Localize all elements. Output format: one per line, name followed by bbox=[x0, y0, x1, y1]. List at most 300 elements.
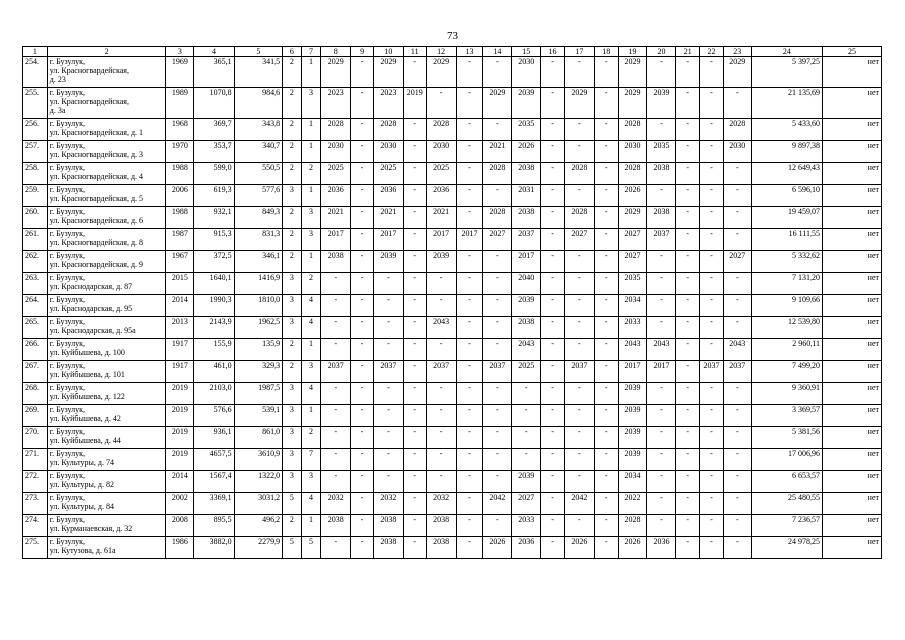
value-cell: 135,9 bbox=[234, 339, 283, 361]
value-cell: - bbox=[512, 427, 541, 449]
value-cell: 1416,9 bbox=[234, 273, 283, 295]
value-cell: - bbox=[456, 449, 483, 471]
value-cell: 1988 bbox=[166, 207, 194, 229]
address-line: г. Бузулук, bbox=[49, 427, 86, 436]
value-cell: 340,7 bbox=[234, 141, 283, 163]
value-cell: - bbox=[594, 185, 618, 207]
value-cell: 5 bbox=[283, 537, 302, 559]
address-cell bbox=[47, 383, 166, 405]
cost-cell: 25 480,55 bbox=[751, 493, 822, 515]
status-cell: нет bbox=[822, 361, 881, 383]
value-cell: - bbox=[676, 229, 700, 251]
value-cell: 2143,9 bbox=[194, 317, 234, 339]
value-cell: - bbox=[403, 427, 426, 449]
value-cell: - bbox=[541, 229, 565, 251]
value-cell: - bbox=[594, 229, 618, 251]
address-line: ул. Красногвардейская, д. 6 bbox=[49, 216, 144, 225]
value-cell: - bbox=[723, 383, 751, 405]
value-cell: 2026 bbox=[512, 141, 541, 163]
value-cell: 1 bbox=[301, 57, 321, 88]
value-cell: - bbox=[351, 471, 374, 493]
value-cell: 2 bbox=[283, 339, 302, 361]
cost-cell: 5 433,60 bbox=[751, 119, 822, 141]
value-cell: - bbox=[483, 515, 512, 537]
address-line: г. Бузулук, bbox=[49, 339, 86, 348]
value-cell: 2017 bbox=[618, 361, 647, 383]
value-cell: 2008 bbox=[166, 515, 194, 537]
address-line: ул. Куйбышева, д. 100 bbox=[49, 348, 125, 357]
value-cell: 155,9 bbox=[194, 339, 234, 361]
row-number: 266. bbox=[23, 339, 48, 361]
value-cell: - bbox=[594, 405, 618, 427]
value-cell: - bbox=[373, 427, 403, 449]
value-cell: - bbox=[456, 317, 483, 339]
value-cell: - bbox=[723, 537, 751, 559]
value-cell: - bbox=[594, 273, 618, 295]
value-cell: 1917 bbox=[166, 339, 194, 361]
value-cell: - bbox=[483, 295, 512, 317]
value-cell: - bbox=[373, 317, 403, 339]
value-cell: - bbox=[512, 405, 541, 427]
value-cell: - bbox=[351, 163, 374, 185]
value-cell: 2043 bbox=[647, 339, 676, 361]
column-number: 15 bbox=[512, 47, 541, 57]
value-cell: - bbox=[456, 427, 483, 449]
table-row bbox=[23, 57, 882, 88]
value-cell: - bbox=[456, 207, 483, 229]
address-cell bbox=[47, 163, 166, 185]
value-cell: 2025 bbox=[373, 163, 403, 185]
column-number: 4 bbox=[194, 47, 234, 57]
value-cell: 2036 bbox=[512, 537, 541, 559]
status-cell: нет bbox=[822, 88, 881, 119]
column-number: 17 bbox=[564, 47, 594, 57]
value-cell: - bbox=[541, 405, 565, 427]
address-cell bbox=[47, 57, 166, 88]
row-number: 259. bbox=[23, 185, 48, 207]
value-cell: - bbox=[647, 57, 676, 88]
value-cell: 2 bbox=[301, 273, 321, 295]
value-cell: 2015 bbox=[166, 273, 194, 295]
table-row bbox=[23, 251, 882, 273]
value-cell: - bbox=[594, 493, 618, 515]
cost-cell: 2 960,11 bbox=[751, 339, 822, 361]
value-cell: 3882,0 bbox=[194, 537, 234, 559]
address-line: г. Бузулук, bbox=[49, 163, 86, 172]
value-cell: 576,6 bbox=[194, 405, 234, 427]
address-line: г. Бузулук, bbox=[49, 229, 86, 238]
value-cell: - bbox=[564, 383, 594, 405]
value-cell: 2 bbox=[283, 57, 302, 88]
cost-cell: 19 459,07 bbox=[751, 207, 822, 229]
value-cell: 550,5 bbox=[234, 163, 283, 185]
value-cell: 3031,2 bbox=[234, 493, 283, 515]
value-cell: - bbox=[723, 163, 751, 185]
address-line: г. Бузулук, bbox=[49, 207, 86, 216]
value-cell: - bbox=[426, 295, 456, 317]
value-cell: - bbox=[676, 493, 700, 515]
value-cell: - bbox=[403, 383, 426, 405]
value-cell: 2039 bbox=[512, 295, 541, 317]
address-line: ул. Краснодарская, д. 95 bbox=[49, 304, 133, 313]
value-cell: 2026 bbox=[618, 185, 647, 207]
value-cell: 372,5 bbox=[194, 251, 234, 273]
value-cell: - bbox=[541, 295, 565, 317]
value-cell: - bbox=[456, 141, 483, 163]
value-cell: 496,2 bbox=[234, 515, 283, 537]
value-cell: - bbox=[700, 229, 724, 251]
value-cell: - bbox=[403, 471, 426, 493]
value-cell: 1 bbox=[301, 515, 321, 537]
value-cell: 2039 bbox=[647, 88, 676, 119]
value-cell: 3 bbox=[301, 471, 321, 493]
value-cell: - bbox=[483, 57, 512, 88]
column-number: 13 bbox=[456, 47, 483, 57]
value-cell: 2036 bbox=[373, 185, 403, 207]
value-cell: 1989 bbox=[166, 88, 194, 119]
value-cell: 4 bbox=[301, 383, 321, 405]
status-cell: нет bbox=[822, 515, 881, 537]
status-cell: нет bbox=[822, 493, 881, 515]
value-cell: 1 bbox=[301, 405, 321, 427]
value-cell: 3 bbox=[301, 361, 321, 383]
value-cell: 1 bbox=[301, 185, 321, 207]
cost-cell: 5 397,25 bbox=[751, 57, 822, 88]
value-cell: - bbox=[403, 493, 426, 515]
value-cell: 2042 bbox=[483, 493, 512, 515]
value-cell: 2021 bbox=[426, 207, 456, 229]
status-cell: нет bbox=[822, 163, 881, 185]
cost-cell: 21 135,69 bbox=[751, 88, 822, 119]
table-row bbox=[23, 185, 882, 207]
value-cell: 2038 bbox=[426, 515, 456, 537]
value-cell: - bbox=[456, 251, 483, 273]
value-cell: 2039 bbox=[618, 405, 647, 427]
row-number: 272. bbox=[23, 471, 48, 493]
value-cell: - bbox=[321, 317, 351, 339]
value-cell: - bbox=[647, 471, 676, 493]
value-cell: 1917 bbox=[166, 361, 194, 383]
value-cell: 2029 bbox=[618, 207, 647, 229]
value-cell: - bbox=[426, 383, 456, 405]
value-cell: 2030 bbox=[373, 141, 403, 163]
value-cell: 2038 bbox=[647, 163, 676, 185]
value-cell: - bbox=[321, 471, 351, 493]
value-cell: - bbox=[676, 339, 700, 361]
address-line: д. 23 bbox=[49, 75, 66, 84]
value-cell: 2025 bbox=[512, 361, 541, 383]
value-cell: - bbox=[403, 537, 426, 559]
address-line: д. 3а bbox=[49, 106, 66, 115]
address-cell bbox=[47, 515, 166, 537]
value-cell: 1987 bbox=[166, 229, 194, 251]
value-cell: - bbox=[594, 361, 618, 383]
value-cell: 1962,5 bbox=[234, 317, 283, 339]
value-cell: 2033 bbox=[618, 317, 647, 339]
status-cell: нет bbox=[822, 273, 881, 295]
value-cell: 2038 bbox=[321, 515, 351, 537]
row-number: 255. bbox=[23, 88, 48, 119]
value-cell: - bbox=[676, 207, 700, 229]
address-line: г. Бузулук, bbox=[49, 449, 86, 458]
value-cell: 2029 bbox=[723, 57, 751, 88]
value-cell: - bbox=[541, 141, 565, 163]
row-number: 270. bbox=[23, 427, 48, 449]
value-cell: 2028 bbox=[564, 207, 594, 229]
address-line: г. Бузулук, bbox=[49, 493, 86, 502]
value-cell: 3 bbox=[301, 229, 321, 251]
value-cell: - bbox=[676, 163, 700, 185]
value-cell: 2028 bbox=[564, 163, 594, 185]
value-cell: 2019 bbox=[166, 427, 194, 449]
address-line: ул. Красногвардейская, д. 4 bbox=[49, 172, 144, 181]
value-cell: - bbox=[321, 405, 351, 427]
value-cell: - bbox=[373, 295, 403, 317]
value-cell: 2279,9 bbox=[234, 537, 283, 559]
value-cell: 2039 bbox=[618, 383, 647, 405]
value-cell: - bbox=[541, 251, 565, 273]
value-cell: 2 bbox=[283, 119, 302, 141]
value-cell: - bbox=[403, 317, 426, 339]
value-cell: 4 bbox=[301, 295, 321, 317]
value-cell: 2027 bbox=[618, 251, 647, 273]
value-cell: 1969 bbox=[166, 57, 194, 88]
value-cell: - bbox=[564, 185, 594, 207]
value-cell: 2014 bbox=[166, 471, 194, 493]
table-row bbox=[23, 493, 882, 515]
value-cell: 2038 bbox=[512, 317, 541, 339]
value-cell: 2030 bbox=[512, 57, 541, 88]
table-row bbox=[23, 317, 882, 339]
value-cell: - bbox=[456, 339, 483, 361]
address-line: г. Бузулук, bbox=[49, 88, 86, 97]
value-cell: - bbox=[676, 471, 700, 493]
address-cell bbox=[47, 449, 166, 471]
value-cell: - bbox=[456, 57, 483, 88]
cost-cell: 9 109,66 bbox=[751, 295, 822, 317]
value-cell: 932,1 bbox=[194, 207, 234, 229]
value-cell: - bbox=[723, 229, 751, 251]
address-line: г. Бузулук, bbox=[49, 57, 86, 66]
value-cell: 2023 bbox=[373, 88, 403, 119]
value-cell: - bbox=[594, 339, 618, 361]
value-cell: - bbox=[351, 493, 374, 515]
value-cell: 2023 bbox=[321, 88, 351, 119]
address-cell bbox=[47, 361, 166, 383]
column-number: 3 bbox=[166, 47, 194, 57]
value-cell: - bbox=[483, 317, 512, 339]
value-cell: - bbox=[647, 251, 676, 273]
value-cell: 2039 bbox=[373, 251, 403, 273]
value-cell: 2043 bbox=[723, 339, 751, 361]
value-cell: - bbox=[541, 493, 565, 515]
value-cell: - bbox=[700, 339, 724, 361]
table-row bbox=[23, 383, 882, 405]
value-cell: - bbox=[403, 251, 426, 273]
value-cell: - bbox=[594, 317, 618, 339]
value-cell: - bbox=[483, 427, 512, 449]
row-number: 262. bbox=[23, 251, 48, 273]
table-row bbox=[23, 471, 882, 493]
value-cell: - bbox=[594, 471, 618, 493]
value-cell: 2027 bbox=[564, 229, 594, 251]
value-cell: 2037 bbox=[512, 229, 541, 251]
column-number: 2 bbox=[47, 47, 166, 57]
value-cell: 1 bbox=[301, 141, 321, 163]
value-cell: 849,3 bbox=[234, 207, 283, 229]
value-cell: - bbox=[456, 537, 483, 559]
value-cell: - bbox=[541, 119, 565, 141]
column-number-row bbox=[23, 47, 882, 57]
value-cell: - bbox=[373, 383, 403, 405]
table-row bbox=[23, 515, 882, 537]
value-cell: 2002 bbox=[166, 493, 194, 515]
value-cell: 3 bbox=[283, 185, 302, 207]
status-cell: нет bbox=[822, 295, 881, 317]
value-cell: 2017 bbox=[647, 361, 676, 383]
value-cell: - bbox=[723, 427, 751, 449]
value-cell: - bbox=[700, 383, 724, 405]
row-number: 269. bbox=[23, 405, 48, 427]
value-cell: 4 bbox=[301, 317, 321, 339]
address-line: г. Бузулук, bbox=[49, 119, 86, 128]
value-cell: 2 bbox=[283, 251, 302, 273]
value-cell: 2017 bbox=[426, 229, 456, 251]
value-cell: - bbox=[373, 339, 403, 361]
value-cell: - bbox=[700, 207, 724, 229]
row-number: 254. bbox=[23, 57, 48, 88]
value-cell: - bbox=[564, 57, 594, 88]
value-cell: 2029 bbox=[426, 57, 456, 88]
value-cell: - bbox=[723, 493, 751, 515]
address-line: ул. Курманаевская, д. 32 bbox=[49, 524, 133, 533]
value-cell: - bbox=[594, 163, 618, 185]
value-cell: 1968 bbox=[166, 119, 194, 141]
value-cell: - bbox=[723, 405, 751, 427]
address-cell bbox=[47, 427, 166, 449]
value-cell: 2037 bbox=[564, 361, 594, 383]
value-cell: 2032 bbox=[373, 493, 403, 515]
value-cell: - bbox=[700, 57, 724, 88]
value-cell: - bbox=[564, 141, 594, 163]
cost-cell: 5 332,62 bbox=[751, 251, 822, 273]
value-cell: 3 bbox=[283, 317, 302, 339]
value-cell: - bbox=[483, 449, 512, 471]
address-cell bbox=[47, 88, 166, 119]
value-cell: - bbox=[647, 273, 676, 295]
value-cell: - bbox=[594, 515, 618, 537]
value-cell: 2029 bbox=[373, 57, 403, 88]
column-number: 8 bbox=[321, 47, 351, 57]
value-cell: 2034 bbox=[618, 295, 647, 317]
address-line: ул. Куйбышева, д. 44 bbox=[49, 436, 121, 445]
value-cell: - bbox=[351, 317, 374, 339]
value-cell: 936,1 bbox=[194, 427, 234, 449]
value-cell: 2030 bbox=[426, 141, 456, 163]
value-cell: - bbox=[351, 57, 374, 88]
value-cell: - bbox=[564, 119, 594, 141]
value-cell: - bbox=[483, 185, 512, 207]
value-cell: - bbox=[351, 207, 374, 229]
value-cell: 2028 bbox=[373, 119, 403, 141]
value-cell: 3 bbox=[301, 88, 321, 119]
value-cell: - bbox=[456, 273, 483, 295]
value-cell: 2043 bbox=[426, 317, 456, 339]
row-number: 263. bbox=[23, 273, 48, 295]
address-line: ул. Кутузова, д. 61а bbox=[49, 546, 116, 555]
address-line: ул. Культуры, д. 84 bbox=[49, 502, 114, 511]
value-cell: 1987,5 bbox=[234, 383, 283, 405]
address-cell bbox=[47, 119, 166, 141]
value-cell: 3610,9 bbox=[234, 449, 283, 471]
cost-cell: 9 360,91 bbox=[751, 383, 822, 405]
address-line: г. Бузулук, bbox=[49, 251, 86, 260]
value-cell: 2028 bbox=[483, 207, 512, 229]
row-number: 261. bbox=[23, 229, 48, 251]
value-cell: - bbox=[676, 427, 700, 449]
status-cell: нет bbox=[822, 537, 881, 559]
value-cell: - bbox=[373, 273, 403, 295]
status-cell: нет bbox=[822, 57, 881, 88]
value-cell: - bbox=[594, 119, 618, 141]
value-cell: 2021 bbox=[373, 207, 403, 229]
value-cell: - bbox=[483, 471, 512, 493]
value-cell: - bbox=[676, 361, 700, 383]
row-number: 256. bbox=[23, 119, 48, 141]
page-number: 73 bbox=[447, 30, 458, 42]
value-cell: - bbox=[700, 141, 724, 163]
value-cell: - bbox=[541, 361, 565, 383]
value-cell: 2035 bbox=[618, 273, 647, 295]
value-cell: - bbox=[700, 295, 724, 317]
value-cell: 2039 bbox=[512, 88, 541, 119]
address-line: г. Бузулук, bbox=[49, 537, 86, 546]
value-cell: - bbox=[541, 515, 565, 537]
value-cell: - bbox=[456, 383, 483, 405]
value-cell: - bbox=[373, 449, 403, 471]
address-line: г. Бузулук, bbox=[49, 141, 86, 150]
cost-cell: 6 596,10 bbox=[751, 185, 822, 207]
status-cell: нет bbox=[822, 405, 881, 427]
value-cell: 577,6 bbox=[234, 185, 283, 207]
value-cell: - bbox=[456, 493, 483, 515]
value-cell: - bbox=[403, 361, 426, 383]
value-cell: - bbox=[403, 185, 426, 207]
address-cell bbox=[47, 295, 166, 317]
value-cell: - bbox=[676, 273, 700, 295]
value-cell: 2028 bbox=[618, 119, 647, 141]
value-cell: 2029 bbox=[618, 88, 647, 119]
row-number: 265. bbox=[23, 317, 48, 339]
column-number: 24 bbox=[751, 47, 822, 57]
value-cell: 2030 bbox=[321, 141, 351, 163]
value-cell: - bbox=[676, 537, 700, 559]
value-cell: 2039 bbox=[618, 449, 647, 471]
column-number: 14 bbox=[483, 47, 512, 57]
value-cell: - bbox=[594, 383, 618, 405]
value-cell: - bbox=[541, 449, 565, 471]
value-cell: 2027 bbox=[723, 251, 751, 273]
value-cell: 2028 bbox=[723, 119, 751, 141]
address-line: ул. Красногвардейская, bbox=[49, 66, 129, 75]
value-cell: - bbox=[351, 295, 374, 317]
value-cell: 2038 bbox=[512, 207, 541, 229]
value-cell: - bbox=[426, 339, 456, 361]
value-cell: 2019 bbox=[403, 88, 426, 119]
cost-cell: 12 539,80 bbox=[751, 317, 822, 339]
value-cell: - bbox=[351, 251, 374, 273]
value-cell: 2006 bbox=[166, 185, 194, 207]
